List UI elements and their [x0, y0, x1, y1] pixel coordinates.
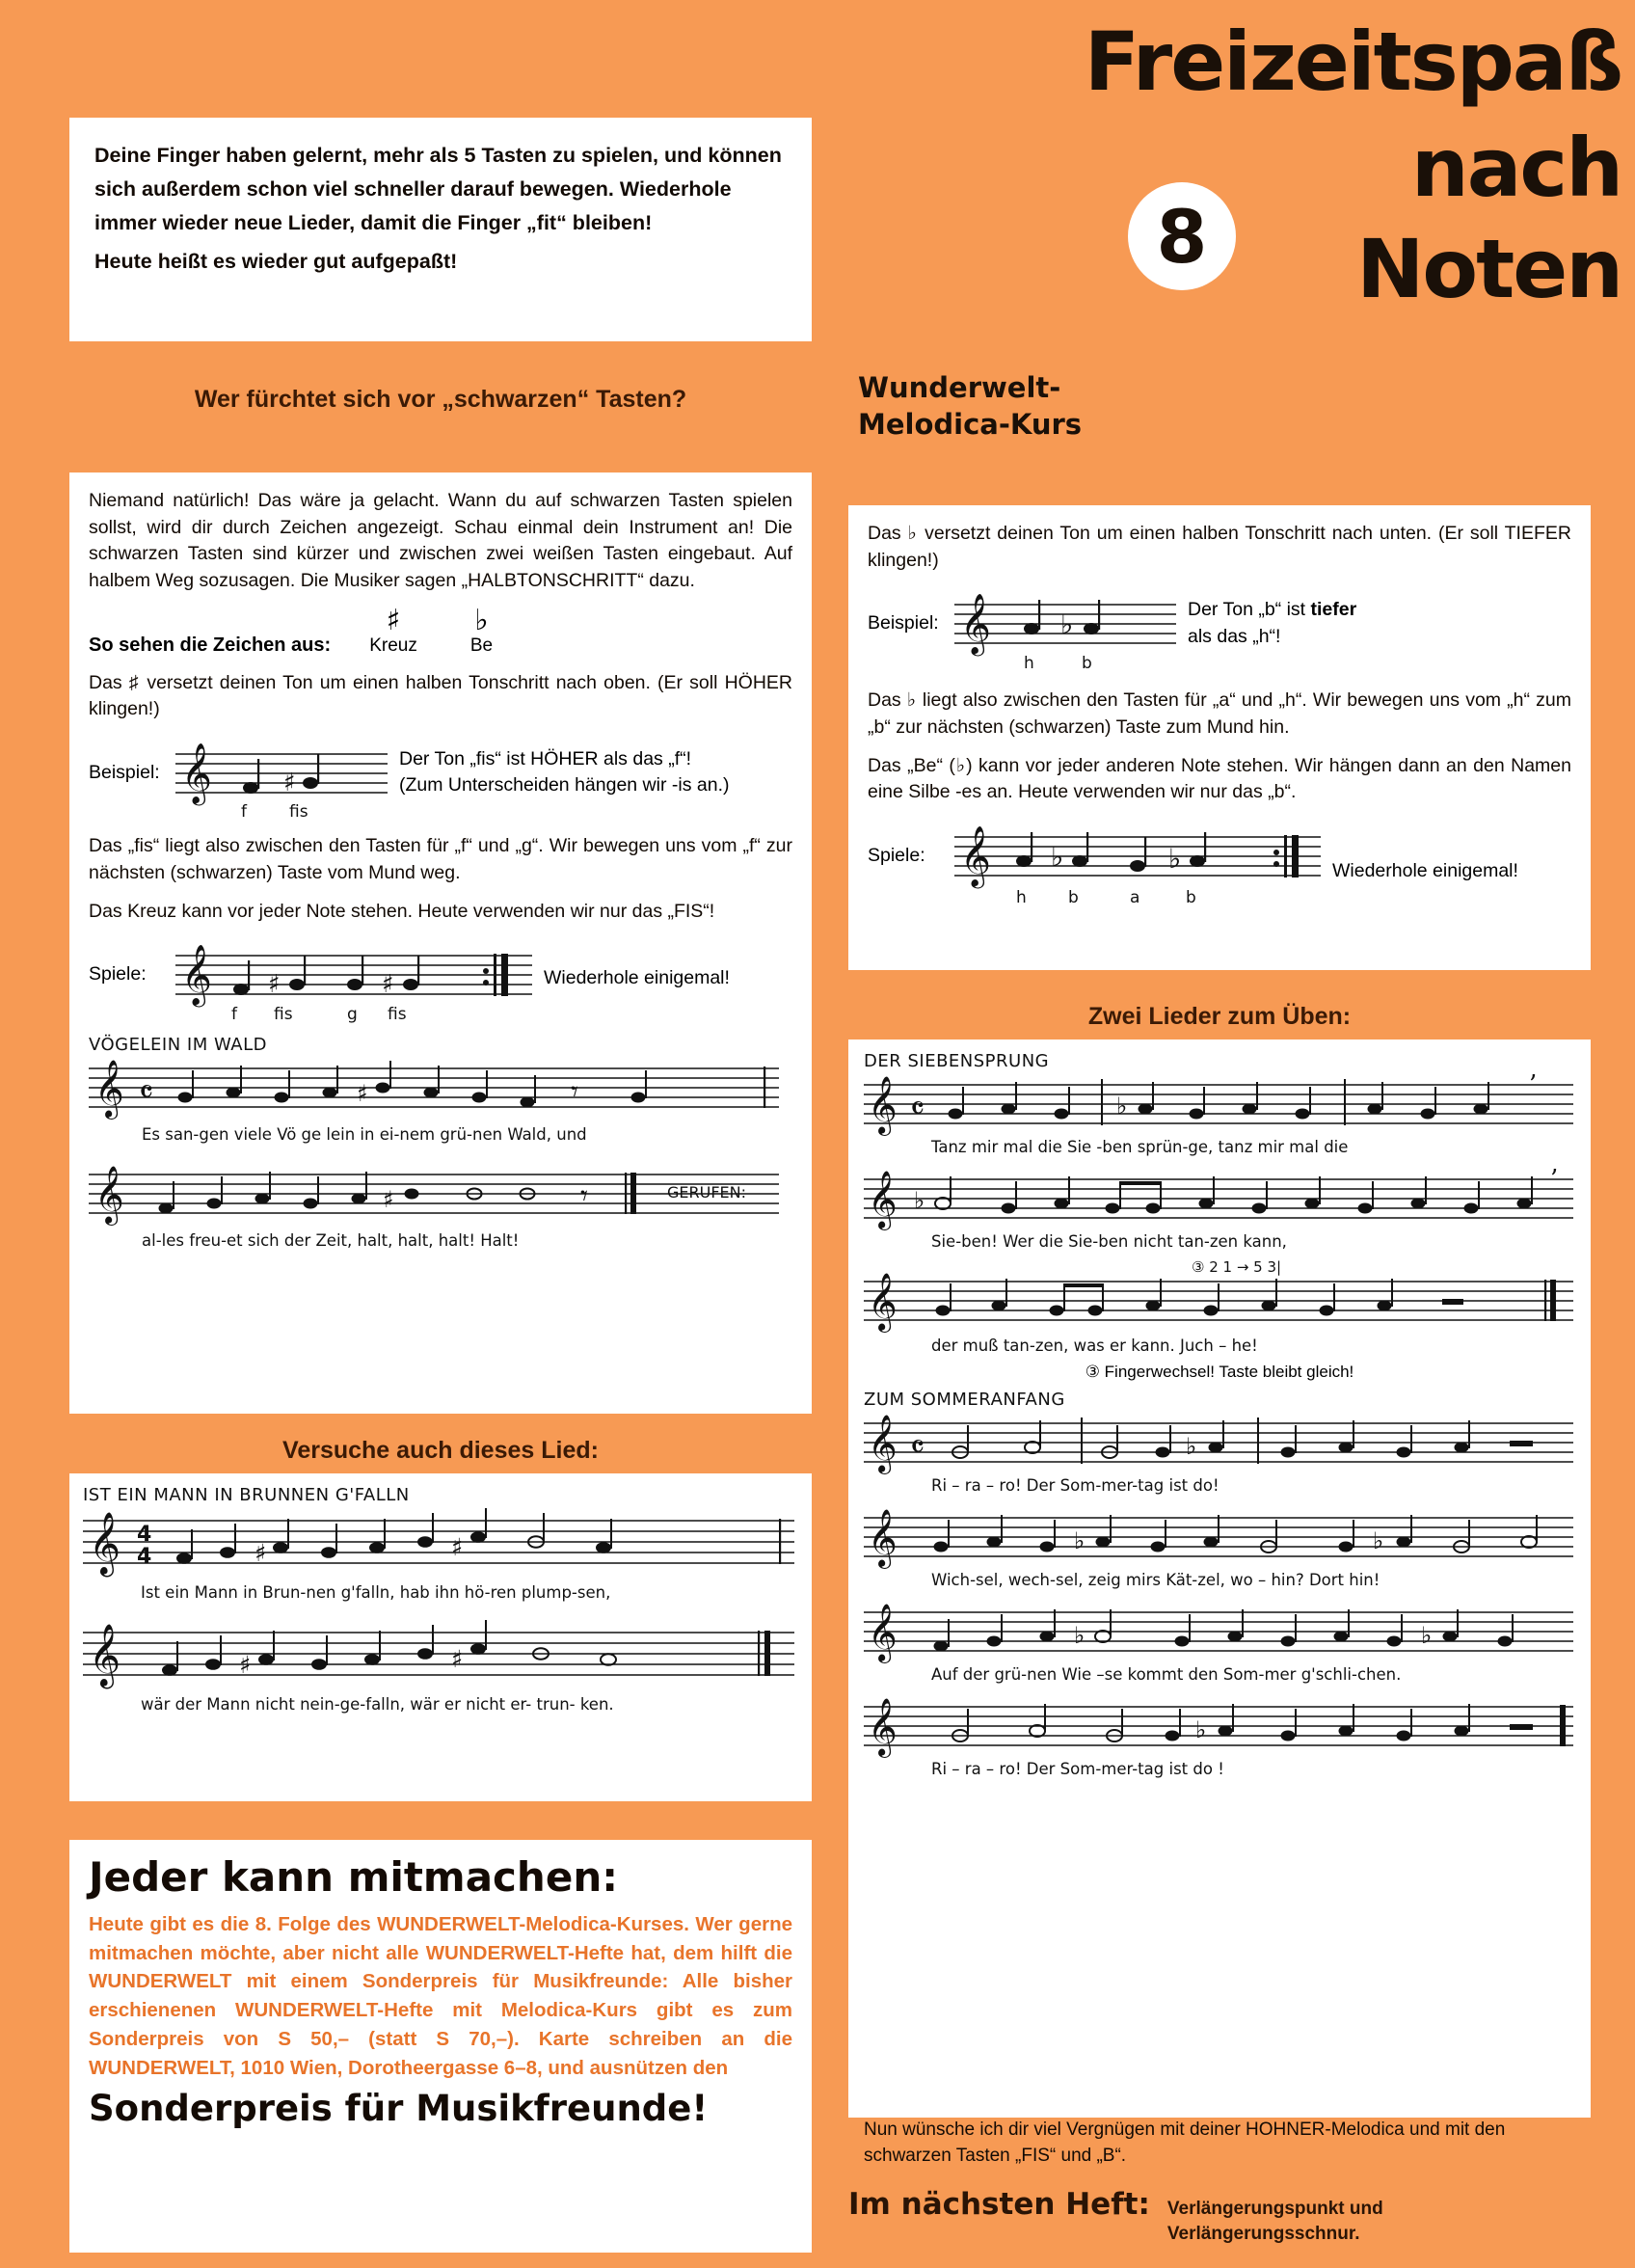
song-siebensprung-title: DER SIEBENSPRUNG	[864, 1051, 1050, 1071]
song-voegelein	[89, 1035, 792, 1261]
right-paragraph-3: Das „Be“ (♭) kann vor jeder anderen Note stehen. Wir hängen dann an den Namen eine Silbe -es an. Heute verwenden wir nur das „b“.	[868, 754, 1571, 803]
sharp-example-note-line2: (Zum Unterscheiden hängen wir -is an.)	[399, 774, 730, 796]
flat-example-row	[868, 585, 1571, 678]
song-sommeranfang-lyrics-3: Auf der grü-nen Wie –se kommt den Som-mer g'schli-chen.	[931, 1665, 1402, 1684]
heading-try-song: Versuche auch dieses Lied:	[282, 1437, 599, 1464]
song-siebensprung	[864, 1051, 1575, 1382]
sharp-sign-label: Kreuz	[369, 634, 417, 656]
next-issue	[848, 2187, 1610, 2246]
svg-text:𝄞: 𝄞	[868, 1415, 898, 1472]
issue-number-badge: 8	[1128, 182, 1236, 290]
next-issue-label: Im nächsten Heft:	[848, 2187, 1150, 2222]
song-voegelein-lyrics-2: al-les freu-et sich der Zeit, halt, halt, halt! Halt!	[142, 1231, 520, 1251]
accidental-signs-row	[89, 603, 792, 657]
staff-flat-example	[954, 585, 1176, 678]
svg-text:𝄞: 𝄞	[868, 1604, 898, 1661]
svg-text:♭: ♭	[1060, 608, 1074, 641]
svg-text:fis: fis	[274, 1005, 293, 1025]
svg-text:b: b	[1082, 654, 1092, 674]
staff-sommeranfang-line2	[864, 1504, 1573, 1597]
svg-text:𝄞: 𝄞	[868, 1509, 898, 1567]
left-explanation-panel	[69, 472, 812, 1414]
signs-label: So sehen die Zeichen aus:	[89, 634, 332, 656]
svg-text:♯: ♯	[357, 1080, 368, 1108]
staff-siebensprung-line1	[864, 1071, 1573, 1164]
svg-text:♯: ♯	[255, 1539, 267, 1567]
svg-text:b: b	[1186, 888, 1196, 908]
masthead-title-line3: Noten	[1356, 222, 1622, 316]
song-siebensprung-lyrics-3: der muß tan-zen, was er kann. Juch – he!	[931, 1336, 1258, 1355]
flat-play-staff	[954, 818, 1321, 910]
svg-text:𝄞: 𝄞	[94, 1060, 124, 1119]
svg-text:♯: ♯	[451, 1533, 464, 1561]
svg-text:♭: ♭	[1168, 843, 1182, 876]
right-paragraph-2: Das ♭ liegt also zwischen den Tasten für „a“ und „h“. Wir bewegen uns vom „h“ zum „b“ zur nächsten (schwarzen) Taste zum Mund hin.	[868, 689, 1571, 739]
svg-text:g: g	[347, 1005, 358, 1025]
svg-text:b: b	[1068, 888, 1079, 908]
staff-voegelein-line2	[89, 1161, 779, 1261]
svg-text:fis: fis	[289, 802, 308, 823]
svg-text:♭: ♭	[1116, 1093, 1128, 1120]
intro-panel	[69, 118, 812, 341]
song-sommeranfang-lyrics-4: Ri – ra – ro! Der Som-mer-tag ist do !	[931, 1760, 1224, 1778]
svg-text:♭: ♭	[1074, 1527, 1086, 1554]
promo-panel	[69, 1840, 812, 2253]
staff-brunnen-line1	[83, 1505, 794, 1613]
course-title-line1: Wunderwelt-	[858, 371, 1061, 404]
left-paragraph-4: Das Kreuz kann vor jeder Note stehen. Heute verwenden wir nur das „FIS“!	[89, 900, 715, 922]
staff-sharp-play	[175, 936, 532, 1025]
sharp-play-staff	[175, 936, 532, 1025]
sharp-play-repeat-note: Wiederhole einigemal!	[544, 967, 730, 989]
svg-text:♭: ♭	[1074, 1622, 1086, 1649]
svg-text:𝄴: 𝄴	[139, 1073, 154, 1113]
svg-text:h: h	[1016, 888, 1027, 908]
next-issue-text-line1: Verlängerungspunkt und	[1166, 2199, 1383, 2219]
song-siebensprung-footnote: ③ Fingerwechsel! Taste bleibt gleich!	[1085, 1363, 1354, 1381]
svg-text:’: ’	[1550, 1166, 1559, 1194]
svg-text:𝄴: 𝄴	[910, 1090, 925, 1128]
svg-text:♯: ♯	[451, 1645, 464, 1673]
svg-text:f: f	[231, 1005, 237, 1025]
sharp-play-row	[89, 936, 792, 1025]
staff-siebensprung-line3	[864, 1260, 1573, 1357]
promo-title: Jeder kann mitmachen:	[89, 1853, 619, 1901]
left-paragraph-3: Das „fis“ liegt also zwischen den Tasten für „f“ und „g“. Wir bewegen uns vom „f“ zur nächsten (schwarzen) Taste vom Mund weg.	[89, 835, 792, 883]
svg-text:𝄞: 𝄞	[868, 1076, 898, 1134]
left-paragraph-2: Das ♯ versetzt deinen Ton um einen halben Tonschritt nach oben. (Er soll HÖHER klingen!)	[89, 671, 792, 720]
svg-text:♯: ♯	[283, 769, 296, 798]
flat-example-note-line1: Der Ton „b“ ist tiefer	[1188, 599, 1357, 621]
song-sommeranfang	[864, 1390, 1575, 1786]
song-sommeranfang-title: ZUM SOMMERANFANG	[864, 1390, 1065, 1410]
next-issue-text-line2: Verlängerungsschnur.	[1166, 2223, 1360, 2244]
staff-sharp-example	[175, 735, 388, 824]
songs-panel-right	[848, 1040, 1591, 2118]
song-siebensprung-lyrics-1: Tanz mir mal die Sie -ben sprün-ge, tanz mir mal die	[931, 1138, 1349, 1156]
sharp-sign	[369, 603, 417, 657]
song-voegelein-title: VÖGELEIN IM WALD	[89, 1035, 267, 1056]
flat-example-note	[1176, 585, 1356, 650]
song-siebensprung-lyrics-2: Sie-ben! Wer die Sie-ben nicht tan-zen kann,	[931, 1232, 1287, 1251]
masthead	[848, 14, 1629, 476]
right-explanation-panel	[848, 505, 1591, 970]
left-paragraph-1: Niemand natürlich! Das wäre ja gelacht. Wann du auf schwarzen Tasten spielen sollst, wird dir durch Zeichen angezeigt. Schau einmal dein Instrument an! Die schwarzen Tasten sind kürzer und zwischen zwei weißen Tasten eingebaut. Auf halbem Weg sozusagen. Die Musiker sagen „HALBTONSCHRITT“ dazu.	[89, 490, 792, 592]
svg-text:𝄞: 𝄞	[181, 944, 212, 1006]
staff-sommeranfang-line3	[864, 1599, 1573, 1691]
svg-text:𝄞: 𝄞	[89, 1624, 121, 1687]
song-siebensprung-fingering: ③ 2 1 → 5 3|	[1192, 1260, 1282, 1276]
song-voegelein-lyrics-1: Es san-gen viele Vö ge lein in ei-nem grü-nen Wald, und	[142, 1125, 587, 1145]
svg-text:h: h	[1024, 654, 1034, 674]
example-label: Beispiel:	[89, 762, 160, 784]
play-label-right: Spiele:	[868, 845, 925, 867]
svg-text:♯: ♯	[383, 1186, 394, 1214]
svg-text:a: a	[1130, 888, 1140, 908]
intro-paragraph-1: Deine Finger haben gelernt, mehr als 5 Tasten zu spielen, und können sich außerdem schon viel schneller darauf bewegen. Wiederhole immer wieder neue Lieder, damit die Finger „fit“ bleiben!	[94, 144, 782, 234]
sharp-example-staff	[175, 735, 388, 824]
course-title-line2: Melodica-Kurs	[858, 407, 1083, 441]
song-sommeranfang-lyrics-1: Ri – ra – ro! Der Som-mer-tag ist do!	[931, 1476, 1220, 1495]
svg-text:♭: ♭	[1186, 1433, 1197, 1460]
flat-example-note-line2: als das „h“!	[1188, 625, 1281, 647]
song-brunnen-panel	[69, 1473, 812, 1801]
svg-text:♭: ♭	[1421, 1622, 1433, 1649]
svg-text:♯: ♯	[382, 970, 394, 1000]
svg-text:𝄞: 𝄞	[960, 825, 991, 887]
svg-text:♭: ♭	[1373, 1527, 1384, 1554]
next-issue-text	[1167, 2197, 1383, 2246]
example-label-right: Beispiel:	[868, 612, 939, 634]
svg-text:𝄴: 𝄴	[910, 1428, 925, 1467]
svg-text:♭: ♭	[1051, 841, 1064, 874]
song-brunnen-lyrics-2: wär der Mann nicht nein-ge-falln, wär er nicht er- trun- ken.	[141, 1695, 614, 1714]
sharp-example-note-line1: Der Ton „fis“ ist HÖHER als das „f“!	[399, 748, 692, 770]
flat-example-staff	[954, 585, 1176, 678]
staff-siebensprung-line2	[864, 1166, 1573, 1258]
sharp-example-note	[388, 735, 729, 799]
song-brunnen-title: IST EIN MANN IN BRUNNEN G'FALLN	[83, 1485, 410, 1505]
svg-text:𝄞: 𝄞	[868, 1171, 898, 1228]
svg-text:♯: ♯	[239, 1651, 252, 1679]
heading-black-keys: Wer fürchtet sich vor „schwarzen“ Tasten?	[194, 386, 687, 413]
svg-text:𝄞: 𝄞	[868, 1698, 898, 1756]
intro-paragraph-2: Heute heißt es wieder gut aufgepaßt!	[94, 250, 458, 274]
staff-flat-play	[954, 818, 1321, 910]
svg-text:𝄞: 𝄞	[181, 742, 212, 804]
heading-two-songs: Zwei Lieder zum Üben:	[1087, 1003, 1352, 1030]
staff-voegelein-line1	[89, 1055, 779, 1155]
flat-play-row	[868, 818, 1571, 910]
promo-body: Heute gibt es die 8. Folge des WUNDERWELT-Melodica-Kurses. Wer gerne mitmachen möchte, aber nicht alle WUNDERWELT-Hefte hat, dem hilft die WUNDERWELT mit einem Sonderpreis für Musikfreunde: Alle bisher erschienenen WUNDERWELT-Hefte mit Melodica-Kurs gibt es zum Sonderpreis von S 50,– (statt S 70,–). Karte schreiben an die WUNDERWELT, 1010 Wien, Dorotheergasse 6–8, und ausnützen den	[89, 1913, 792, 2079]
sharp-example-row	[89, 735, 792, 824]
svg-text:𝄾: 𝄾	[571, 1075, 578, 1110]
masthead-title-line1: Freizeitspaß	[1084, 14, 1622, 109]
song-voegelein-marking: GERUFEN:	[667, 1183, 747, 1202]
svg-text:𝄞: 𝄞	[94, 1166, 124, 1225]
flat-icon: ♭	[474, 603, 489, 637]
song-brunnen-lyrics-1: Ist ein Mann in Brun-nen g'falln, hab ihn hö-ren plump-sen,	[141, 1583, 611, 1602]
svg-text:4: 4	[137, 1545, 152, 1569]
svg-text:𝄞: 𝄞	[960, 593, 991, 655]
flat-play-repeat-note: Wiederhole einigemal!	[1332, 860, 1518, 882]
closing-note: Nun wünsche ich dir viel Vergnügen mit deiner HOHNER-Melodica und mit den schwarzen Tasten „FIS“ und „B“.	[864, 2120, 1506, 2166]
song-sommeranfang-lyrics-2: Wich-sel, wech-sel, zeig mirs Kät-zel, wo – hin? Dort hin!	[931, 1571, 1380, 1589]
play-label-left: Spiele:	[89, 963, 147, 986]
flat-sign	[469, 603, 494, 657]
svg-text:♭: ♭	[914, 1187, 925, 1214]
svg-text:4: 4	[137, 1523, 152, 1547]
sharp-icon: ♯	[386, 603, 401, 637]
flat-sign-label: Be	[469, 634, 494, 656]
svg-text:♯: ♯	[268, 970, 281, 1000]
svg-text:fis: fis	[388, 1005, 407, 1025]
svg-text:♭: ♭	[1195, 1716, 1207, 1743]
svg-text:f: f	[241, 802, 247, 823]
svg-text:𝄾: 𝄾	[580, 1179, 588, 1214]
staff-brunnen-line2	[83, 1617, 794, 1725]
masthead-title-line2: nach	[1410, 121, 1622, 215]
staff-sommeranfang-line4	[864, 1693, 1573, 1786]
promo-footer: Sonderpreis für Musikfreunde!	[89, 2088, 709, 2130]
svg-text:𝄞: 𝄞	[89, 1512, 121, 1575]
right-paragraph-1: Das ♭ versetzt deinen Ton um einen halben Tonschritt nach unten. (Er soll TIEFER klingen!)	[868, 523, 1571, 571]
course-title	[858, 370, 1176, 443]
svg-text:𝄞: 𝄞	[868, 1273, 898, 1331]
svg-text:’: ’	[1529, 1071, 1538, 1099]
staff-sommeranfang-line1	[864, 1410, 1573, 1502]
